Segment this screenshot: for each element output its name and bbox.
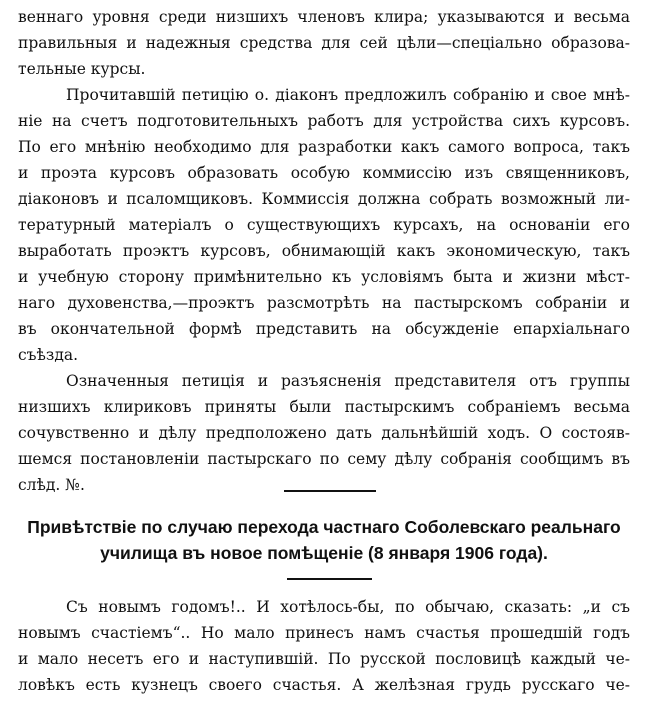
paragraph-line: сочувственно и дѣлу предположено дать дальнѣйшій ходъ. О состояв- [18,424,630,442]
paragraph-line: въ окончательной формѣ представить на обсужденіе епархіальнаго [18,320,630,338]
paragraph-line: діаконовъ и псаломщиковъ. Коммиссія должна собрать возможный ли- [18,190,630,208]
paragraph-line: ніе на счетъ подготовительныхъ работъ для устройства сихъ курсовъ. [18,112,630,130]
paragraph-line: низшихъ клириковъ приняты были пастырскимъ собраніемъ весьма [18,398,630,416]
paragraph-line: веннаго уровня среди низшихъ членовъ клира; указываются и весьма [18,8,630,26]
paragraph-line: шемся постановленіи пастырскаго по сему дѣлу собранія сообщимъ въ [18,450,630,468]
paragraph-line: правильныя и надежныя средства для сей цѣли—спеціально образова- [18,34,630,52]
paragraph-line: тельные курсы. [18,60,146,78]
paragraph-line: Означенныя петиція и разъясненія представителя отъ группы [66,372,630,390]
paragraph-line: По его мнѣнію необходимо для разработки какъ самого вопроса, такъ [18,138,630,156]
paragraph-line: и учебную сторону примѣнительно къ условіямъ быта и жизни мѣст- [18,268,630,286]
paragraph-line: ловѣкъ есть кузнецъ своего счастья. А желѣзная грудь русскаго че- [18,676,630,694]
paragraph-line: Прочитавшій петицію о. діаконъ предложилъ собранію и свое мнѣ- [66,86,630,104]
section-divider [284,490,376,492]
heading-divider [287,578,372,580]
paragraph-line: съѣзда. [18,346,79,364]
paragraph-line: и проэта курсовъ образовать особую коммиссію изъ священниковъ, [18,164,630,182]
paragraph-line: слѣд. №. [18,476,85,494]
paragraph-line: Съ новымъ годомъ!.. И хотѣлось-бы, по обычаю, сказать: „и съ [66,598,630,616]
paragraph-line: и мало несетъ его и наступившій. По русской пословицѣ каждый че- [18,650,630,668]
paragraph-line: новымъ счастіемъ“.. Но мало принесъ намъ счастья прошедшій годъ [18,624,630,642]
section-heading-line: Привѣтствіе по случаю перехода частнаго Соболевскаго реальнаго [27,517,621,537]
section-heading-line: училища въ новое помѣщеніе (8 января 1906 года). [100,543,548,563]
paragraph-line: наго духовенства,—проэктъ разсмотрѣть на пастырскомъ собраніи и [18,294,630,312]
paragraph-line: выработать проэктъ курсовъ, обнимающій какъ экономическую, такъ [18,242,630,260]
paragraph-line: тературный матеріалъ о существующихъ курсахъ, на основаніи его [18,216,630,234]
